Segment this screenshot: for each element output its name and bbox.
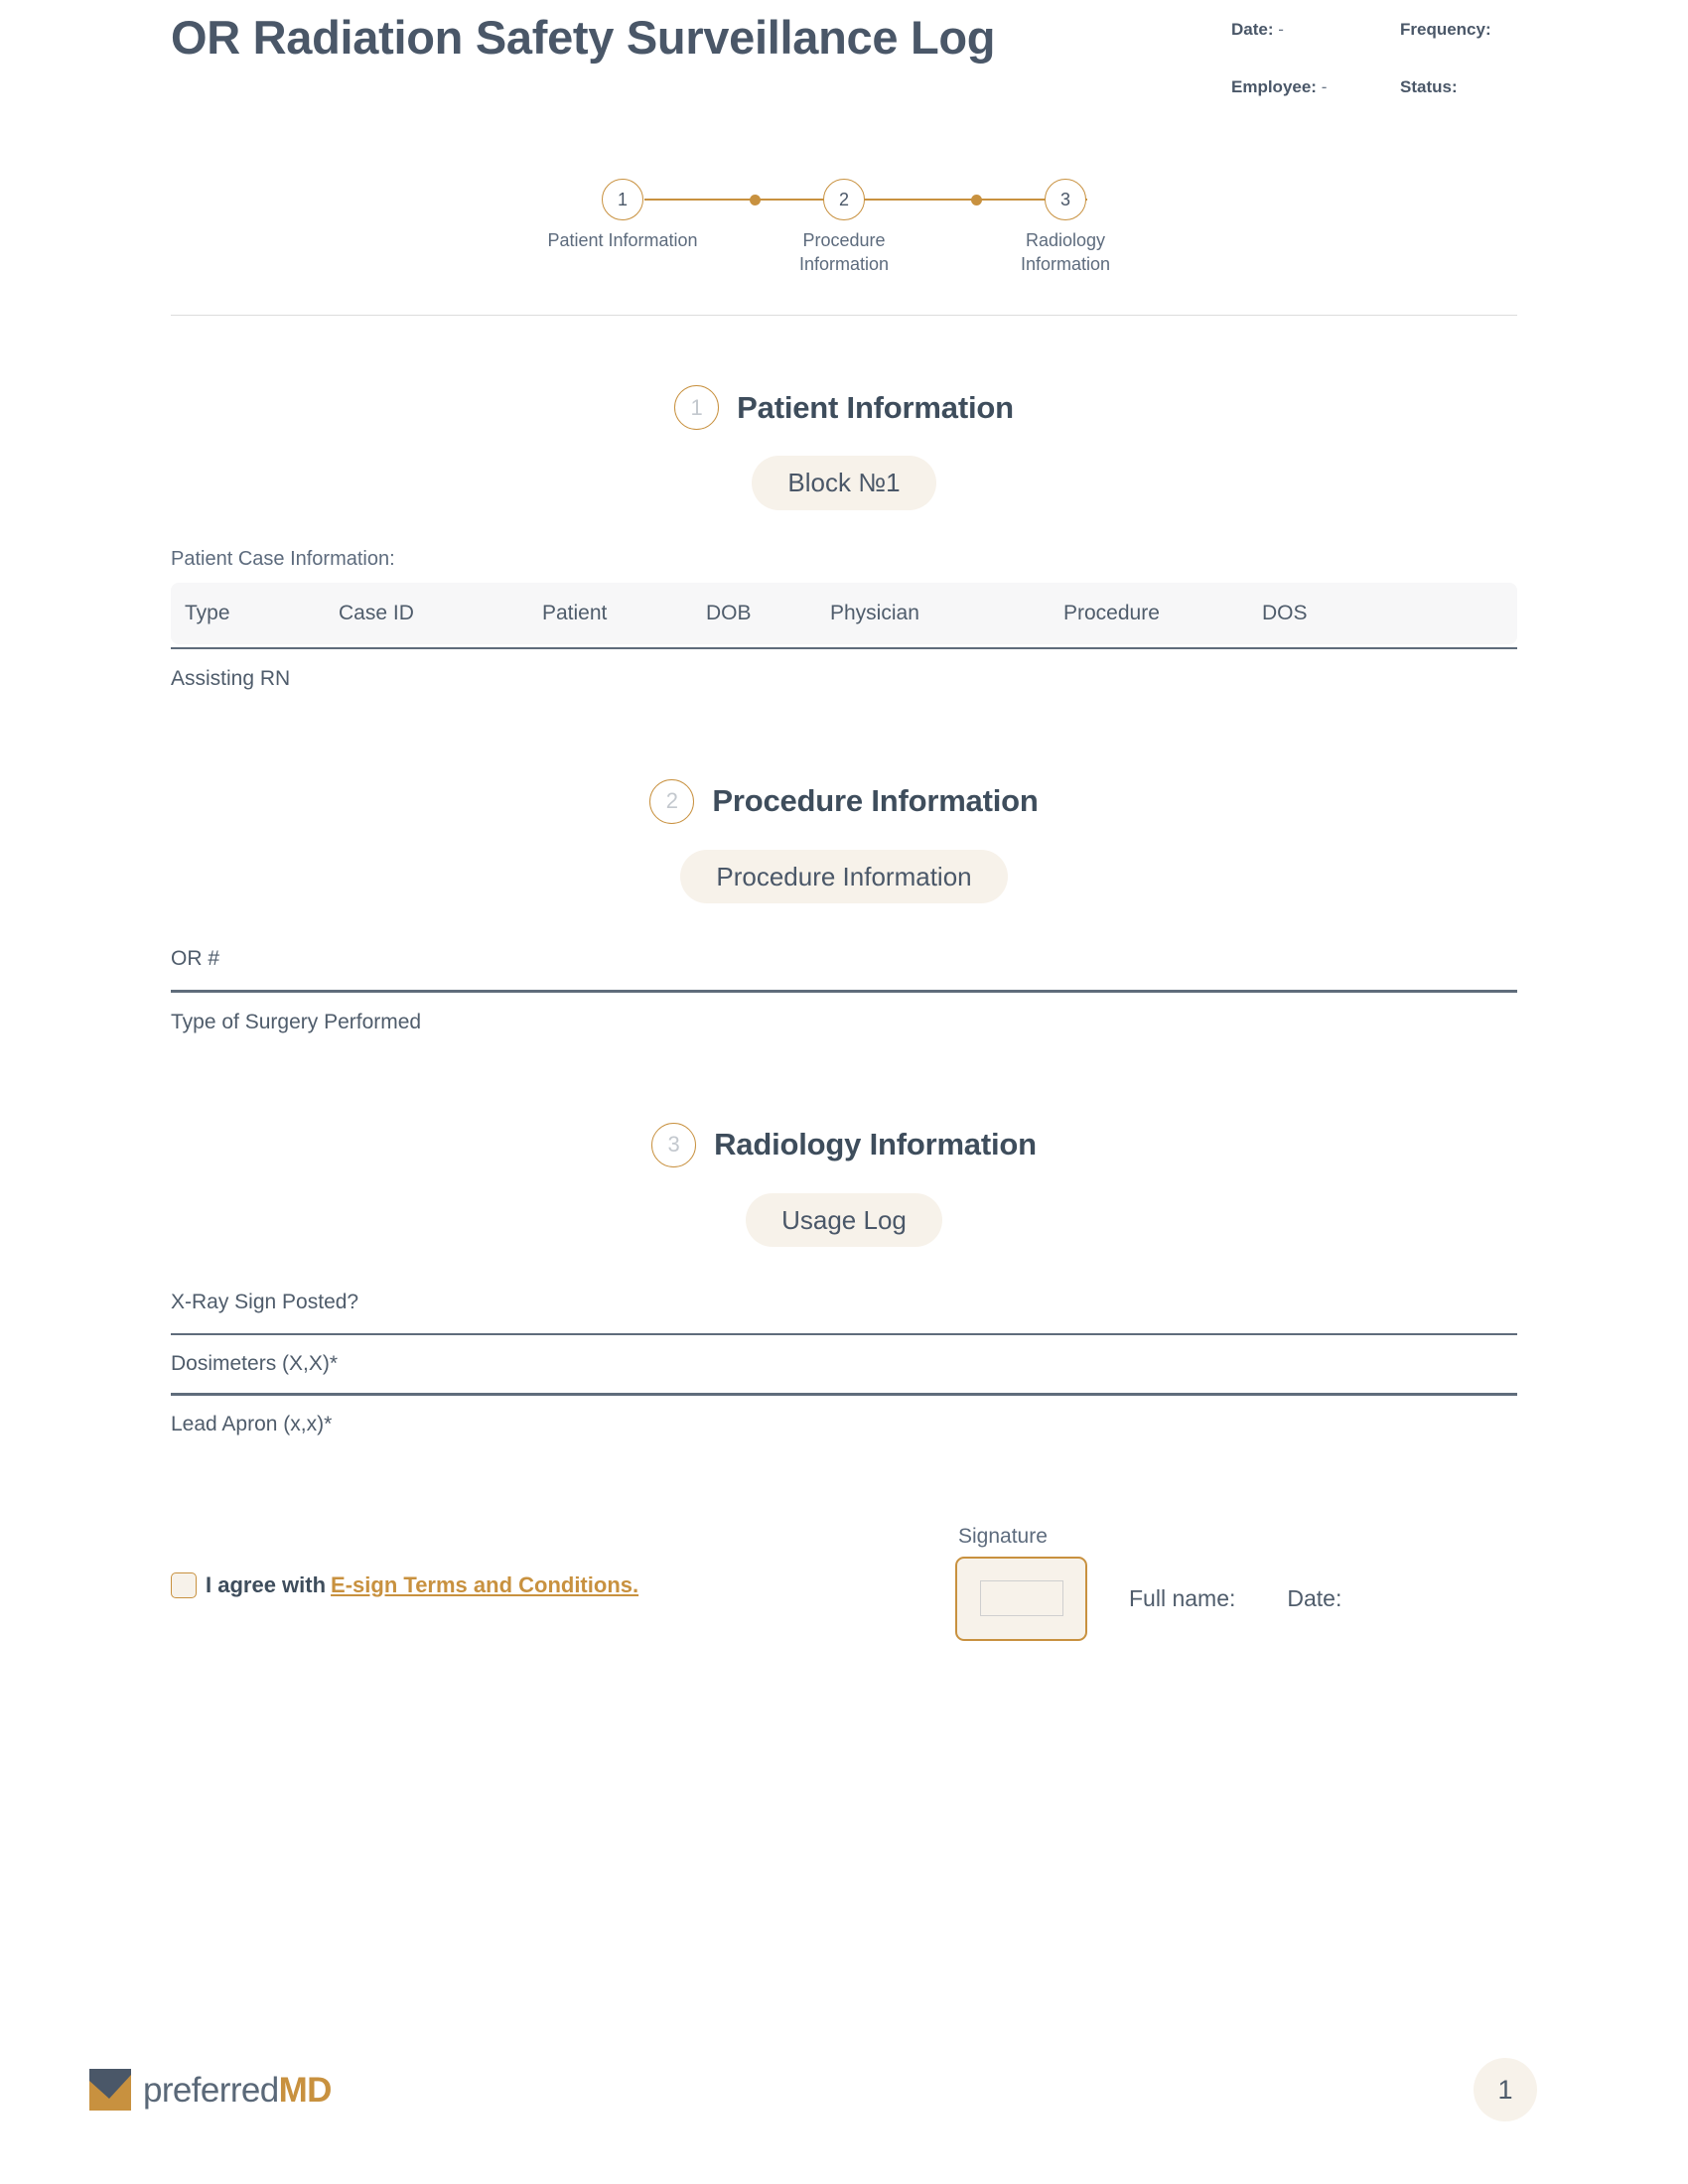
stepper-number: 3 xyxy=(1045,179,1086,220)
signature-input-box[interactable] xyxy=(955,1557,1087,1641)
signature-date-label[interactable]: Date: xyxy=(1287,1584,1342,1611)
block-badge: Procedure Information xyxy=(680,850,1007,904)
stepper-item-radiology-information[interactable] xyxy=(955,179,1177,277)
date-label: Date: xyxy=(1231,20,1274,39)
stepper-number: 1 xyxy=(602,179,643,220)
field-type-of-surgery-performed[interactable]: Type of Surgery Performed xyxy=(171,1010,422,1033)
metadata-row-2 xyxy=(1231,77,1529,97)
header-metadata xyxy=(1231,20,1529,135)
signature-area xyxy=(0,1525,1688,1641)
column-header-physician: Physician xyxy=(830,601,919,624)
field-assisting-rn[interactable]: Assisting RN xyxy=(171,666,291,690)
stepper-number: 2 xyxy=(823,179,865,220)
checkmark-logo-icon xyxy=(89,2069,131,2111)
column-header-patient: Patient xyxy=(542,601,608,624)
section-header-patient-information xyxy=(0,385,1688,430)
column-header-dob: DOB xyxy=(706,601,752,624)
document-footer xyxy=(0,1995,1688,2184)
logo-text-preferred: preferred xyxy=(143,2070,279,2110)
section-title: Patient Information xyxy=(737,389,1014,425)
preferredmd-logo xyxy=(89,2069,332,2111)
column-header-procedure: Procedure xyxy=(1063,601,1160,624)
patient-case-information-caption: Patient Case Information: xyxy=(171,547,395,570)
section-title: Procedure Information xyxy=(712,783,1039,819)
metadata-row-1 xyxy=(1231,20,1529,40)
block-badge-container xyxy=(0,850,1688,904)
employee-label: Employee: xyxy=(1231,77,1317,96)
stepper-label: Procedure Information xyxy=(798,230,890,274)
esign-terms-link[interactable]: E-sign Terms and Conditions. xyxy=(331,1571,639,1597)
employee-field xyxy=(1231,77,1400,97)
field-lead-apron[interactable]: Lead Apron (x,x)* xyxy=(171,1412,333,1435)
logo-wordmark xyxy=(143,2070,332,2110)
frequency-label: Frequency: xyxy=(1400,20,1491,39)
status-label: Status: xyxy=(1400,77,1458,96)
column-header-type: Type xyxy=(185,601,230,624)
signature-block xyxy=(955,1525,1341,1641)
page-number-badge: 1 xyxy=(1474,2058,1537,2121)
date-value: - xyxy=(1278,20,1284,39)
header-divider xyxy=(171,315,1517,317)
stepper-label: Radiology Information xyxy=(1020,230,1111,274)
section-header-radiology-information xyxy=(0,1123,1688,1167)
column-header-case-id: Case ID xyxy=(339,601,414,624)
section-number: 2 xyxy=(649,779,694,824)
block-badge-container xyxy=(0,456,1688,510)
esign-agree-checkbox[interactable] xyxy=(171,1572,197,1598)
progress-stepper xyxy=(0,179,1688,277)
block-badge: Block №1 xyxy=(752,456,935,510)
stepper-item-patient-information[interactable] xyxy=(512,179,734,253)
frequency-field xyxy=(1400,20,1491,40)
employee-value: - xyxy=(1321,77,1328,96)
column-header-dos: DOS xyxy=(1262,601,1308,624)
page-title: OR Radiation Safety Surveillance Log xyxy=(171,11,996,64)
esign-agree-label: I agree with xyxy=(206,1571,327,1597)
signature-label: Signature xyxy=(958,1524,1048,1548)
section-header-procedure-information xyxy=(0,779,1688,824)
signature-fullname-label[interactable]: Full name: xyxy=(1129,1584,1236,1611)
esign-consent[interactable] xyxy=(171,1525,955,1598)
logo-text-md: MD xyxy=(278,2070,332,2110)
section-content-patient-information xyxy=(0,548,1688,710)
signature-placeholder-icon xyxy=(980,1580,1063,1616)
stepper-item-procedure-information[interactable] xyxy=(734,179,955,277)
block-badge-container xyxy=(0,1193,1688,1248)
status-field xyxy=(1400,77,1458,97)
block-badge: Usage Log xyxy=(746,1193,942,1248)
section-content-radiology-information xyxy=(0,1247,1688,1452)
patient-case-table-header xyxy=(171,583,1517,644)
field-or-number[interactable]: OR # xyxy=(171,947,220,971)
date-field xyxy=(1231,20,1400,40)
section-number: 3 xyxy=(651,1123,696,1167)
field-xray-sign-posted[interactable]: X-Ray Sign Posted? xyxy=(171,1291,359,1314)
section-number: 1 xyxy=(674,385,719,430)
section-title: Radiology Information xyxy=(714,1127,1037,1162)
document-header xyxy=(0,0,1688,135)
section-content-procedure-information xyxy=(0,903,1688,1052)
stepper-label: Patient Information xyxy=(547,230,698,250)
field-dosimeters[interactable]: Dosimeters (X,X)* xyxy=(171,1352,339,1376)
